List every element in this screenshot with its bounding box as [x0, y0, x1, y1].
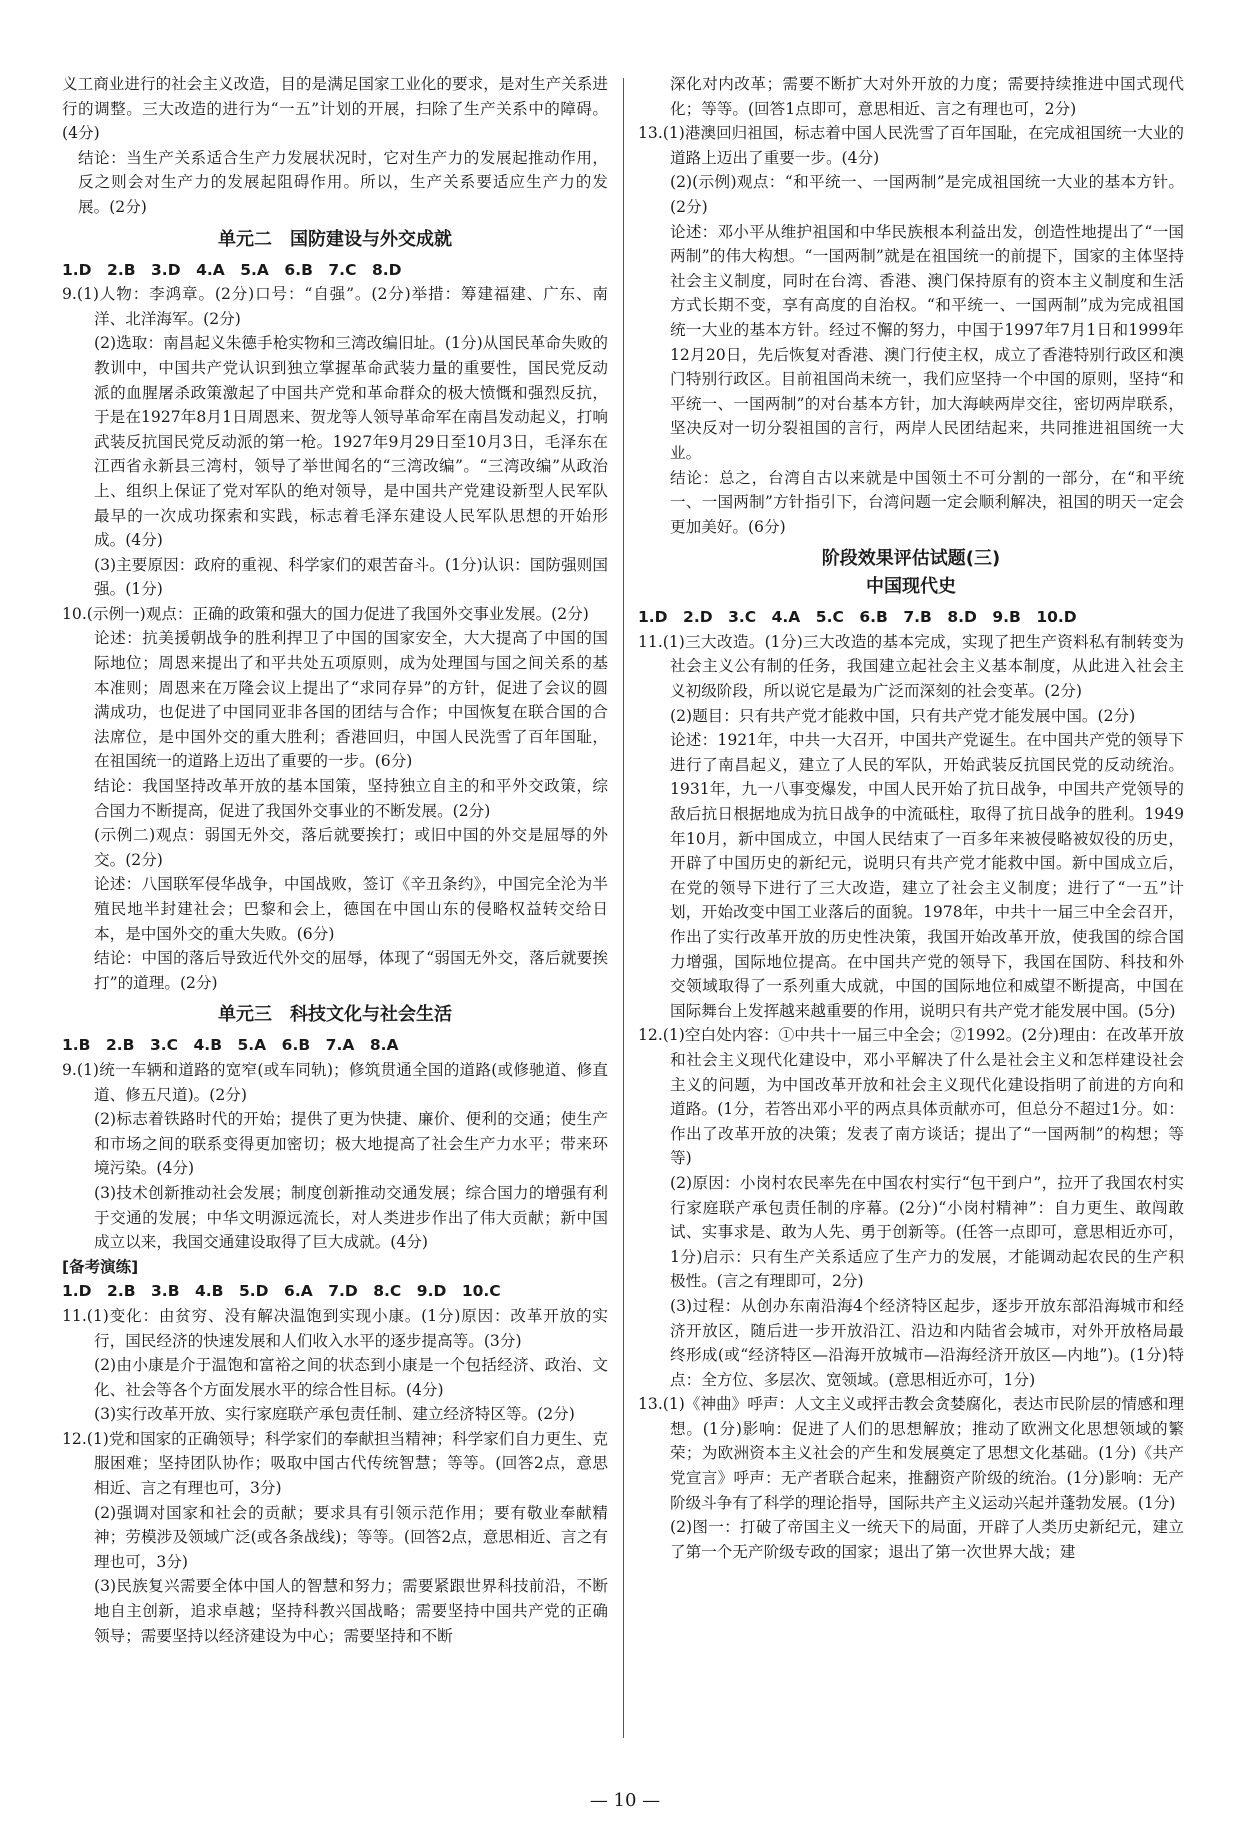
- unit2-q10-conclusion1: 结论：我国坚持改革开放的基本国策，坚持独立自主的和平外交政策，综合国力不断提高，促进了我国外交事业的不断发展。(2分): [94, 777, 608, 820]
- stage-q11-argument: 论述：1921年，中共一大召开，中国共产党诞生。在中国共产党的领导下进行了南昌起义，建立了人民的军队，开始武装反抗国民党的反动统治。1931年，九一八事变爆发，中国人民开始了抗日战争，中国共产党领导的敌后抗日根据地成为抗日战争的中流砥柱，取得了抗日战争的胜利。1949年10月，新中国成立，中国人民结束了一百多年来被侵略被奴役的历史，开辟了中国历史的新纪元，说明只有共产党才能救中国。新中国成立后，在党的领导下进行了三大改造，建立了社会主义制度；进行了“一五”计划，开始改变中国工业落后的面貌。1978年，中共十一届三中全会召开，作出了实行改革开放的历史性决策，我国开始改革开放，使我国的综合国力增强，国际地位提高。在中国共产党的领导下，我国在国防、科技和外交领域取得了一系列重大成就，中国的国际地位和威望不断提高，中国在国际舞台上发挥越来越重要的作用，说明只有共产党才能发展中国。(5分): [670, 731, 1184, 1020]
- stage-q12-part3: (3)过程：从创办东南沿海4个经济特区起步，逐步开放东部沿海城市和经济开放区，随后进一步开放沿江、沿边和内陆省会城市，对外开放格局最终形成(或“经济特区—沿海开放城市—沿海经济开放区—内地”)。(1分)特点：全方位、多层次、宽领域。(意思相近亦可，1分): [670, 1296, 1184, 1389]
- unit3-title: 单元三 科技文化与社会生活: [218, 1004, 452, 1026]
- beikao-q12-part1: 12.(1)党和国家的正确领导；科学家们的奉献担当精神；科学家们自力更生、克服困难；坚持团队协作；吸取中国古代传统智慧；等等。(回答2点，意思相近、言之有理也可，3分): [62, 1429, 608, 1498]
- unit2-title: 单元二 国防建设与外交成就: [218, 228, 452, 250]
- column-divider: [623, 78, 624, 1738]
- stage-q12-part1: 12.(1)空白处内容：①中共十一届三中全会；②1992。(2分)理由：在改革开放和社会主义现代化建设中，邓小平解决了什么是社会主义和怎样建设社会主义的问题，为中国改革开放和社会主义现代化建设指明了前进的方向和道路。(1分，若答出邓小平的两点具体贡献亦可，但总分不超过1分。如：作出了改革开放的决策；发表了南方谈话；提出了“一国两制”的构想；等等): [638, 1026, 1184, 1168]
- right-column: [638, 72, 1184, 1564]
- intro-paragraph-1: 义工商业进行的社会主义改造，目的是满足国家工业化的要求，是对生产关系进行的调整。三大改造的进行为“一五”计划的开展，扫除了生产关系中的障碍。(4分): [62, 75, 608, 143]
- page-number: — 10 —: [589, 1790, 661, 1811]
- beikao-q11-part3: (3)实行改革开放、实行家庭联产承包责任制、建立经济特区等。(2分): [94, 1405, 575, 1424]
- stage-q13-part2: (2)图一：打破了帝国主义一统天下的局面，开辟了人类历史新纪元，建立了第一个无产阶级专政的国家；退出了第一次世界大战；建: [670, 1518, 1184, 1561]
- unit2-q9-part2: (2)选取：南昌起义朱德手枪实物和三湾改编旧址。(1分)从国民革命失败的教训中，中国共产党认识到独立掌握革命武装力量的重要性，国民党反动派的血腥屠杀政策激起了中国共产党和革命群众的极大愤慨和强烈反抗，于是在1927年8月1日周恩来、贺龙等人领导革命军在南昌发动起义，打响武装反抗国民党反动派的第一枪。1927年9月29日至10月3日，毛泽东在江西省永新县三湾村，领导了举世闻名的“三湾改编”。“三湾改编”从政治上、组织上保证了党对军队的绝对领导，是中国共产党建设新型人民军队最早的一次成功探索和实践，标志着毛泽东建设人民军队思想的开始形成。(4分): [94, 334, 608, 550]
- beikao-q12-part3: (3)民族复兴需要全体中国人的智慧和努力；需要紧跟世界科技前沿，不断地自主创新，追求卓越；坚持科教兴国战略；需要坚持中国共产党的正确领导；需要坚持以经济建设为中心；需要坚持和不断: [94, 1577, 608, 1645]
- beikao-q12-part2: (2)强调对国家和社会的贡献；要求具有引领示范作用；要有敬业奉献精神；劳模涉及领域广泛(或各条战线)；等等。(回答2点，意思相近、言之有理也可，3分): [94, 1503, 608, 1571]
- unit3-q9-part1: 9.(1)统一车辆和道路的宽窄(或车同轨)；修筑贯通全国的道路(或修驰道、修直道、修五尺道)。(2分): [62, 1060, 608, 1104]
- unit2-choice-answers: 1.D 2.B 3.D 4.A 5.A 6.B 7.C 8.D: [62, 260, 402, 279]
- left-column: [62, 72, 608, 1648]
- stage-q13-part1: 13.(1)《神曲》呼声：人文主义或抨击教会贪婪腐化，表达市民阶层的情感和理想。(1分)影响：促进了人们的思想解放；推动了欧洲文化思想领域的繁荣；为欧洲资本主义社会的产生和发展奠定了思想文化基础。(1分)《共产党宣言》呼声：无产者联合起来，推翻资产阶级的统治。(1分)影响：无产阶级斗争有了科学的理论指导，国际共产主义运动兴起并蓬勃发展。(1分): [638, 1395, 1184, 1512]
- stage-q12-part2: (2)原因：小岗村农民率先在中国农村实行“包干到户”，拉开了我国农村实行家庭联产承包责任制的序幕。(2分)“小岗村精神”：自力更生、敢闯敢试、实事求是、敢为人先、勇于创新等。(任答一点即可，意思相近亦可，1分)启示：只有生产关系适应了生产力的发展，才能调动起农民的生产积极性。(言之有理即可，2分): [670, 1173, 1184, 1291]
- beikao-q13-conclusion: 结论：总之，台湾自古以来就是中国领土不可分割的一部分，在“和平统一、一国两制”方针指引下，台湾问题一定会顺利解决，祖国的明天一定会更加美好。(6分): [670, 468, 1184, 536]
- beikao-choice-answers: 1.D 2.B 3.B 4.B 5.D 6.A 7.D 8.C 9.D 10.C: [62, 1282, 501, 1301]
- unit2-q9-part1: 9.(1)人物：李鸿章。(2分)口号：“自强”。(2分)举措：筹建福建、广东、南洋、北洋海军。(2分): [62, 285, 608, 328]
- unit3-choice-answers: 1.B 2.B 3.C 4.B 5.A 6.B 7.A 8.A: [62, 1036, 399, 1055]
- unit3-q9-part2: (2)标志着铁路时代的开始；提供了更为快捷、廉价、便利的交通；使生产和市场之间的联系变得更加密切；极大地提高了社会生产力水平；带来环境污染。(4分): [94, 1110, 608, 1178]
- stage-title: 阶段效果评估试题(三): [821, 548, 1001, 570]
- intro-conclusion: 结论：当生产关系适合生产力发展状况时，它对生产力的发展起推动作用，反之则会对生产力的发展起阻碍作用。所以，生产关系要适应生产力的发展。(2分): [78, 148, 608, 216]
- unit2-q10-view2: (示例二)观点：弱国无外交，落后就要挨打；或旧中国的外交是屈辱的外交。(2分): [94, 826, 608, 869]
- unit2-q10-view1: 10.(示例一)观点：正确的政策和强大的国力促进了我国外交事业发展。(2分): [62, 604, 589, 623]
- beikao-q13-view: (2)(示例)观点：“和平统一、一国两制”是完成祖国统一大业的基本方针。(2分): [670, 173, 1184, 216]
- stage-subtitle: 中国现代史: [866, 576, 956, 598]
- unit2-q10-conclusion2: 结论：中国的落后导致近代外交的屈辱，体现了“弱国无外交，落后就要挨打”的道理。(2分): [94, 949, 608, 992]
- stage-q11-part1: 11.(1)三大改造。(1分)三大改造的基本完成，实现了把生产资料私有制转变为社会主义公有制的任务，我国建立起社会主义基本制度，从此进入社会主义初级阶段，所以说它是最为广泛而深刻的社会变革。(2分): [638, 632, 1184, 701]
- beikao-q12-continued: 深化对内改革；需要不断扩大对外开放的力度；需要持续推进中国式现代化；等等。(回答1点即可，意思相近、言之有理也可，2分): [670, 75, 1184, 118]
- beikao-q13-argument: 论述：邓小平从维护祖国和中华民族根本利益出发，创造性地提出了“一国两制”的伟大构想。“一国两制”就是在祖国统一的前提下，国家的主体坚持社会主义制度，同时在台湾、香港、澳门保持原有的资本主义制度和生活方式长期不变，享有高度的自治权。“和平统一、一国两制”成为完成祖国统一大业的基本方针。经过不懈的努力，中国于1997年7月1日和1999年12月20日，先后恢复对香港、澳门行使主权，成立了香港特别行政区和澳门特别行政区。目前祖国尚未统一，我们应坚持一个中国的原则，坚持“和平统一、一国两制”的对台基本方针，加大海峡两岸交往，密切两岸联系，坚决反对一切分裂祖国的言行，两岸人民团结起来，共同推进祖国统一大业。: [670, 222, 1184, 462]
- unit2-q10-argument2: 论述：八国联军侵华战争，中国战败，签订《辛丑条约》，中国完全沦为半殖民地半封建社会；巴黎和会上，德国在中国山东的侵略权益转交给日本，是中国外交的重大失败。(6分): [94, 875, 608, 943]
- stage-choice-answers: 1.D 2.D 3.C 4.A 5.C 6.B 7.B 8.D 9.B 10.D: [638, 608, 1077, 627]
- beikao-q11-part1: 11.(1)变化：由贫穷、没有解决温饱到实现小康。(1分)原因：改革开放的实行，国民经济的快速发展和人们收入水平的逐步提高等。(3分): [62, 1306, 608, 1350]
- beikao-q11-part2: (2)由小康是介于温饱和富裕之间的状态到小康是一个包括经济、政治、文化、社会等各个方面发展水平的综合性目标。(4分): [94, 1356, 608, 1399]
- beikao-tag: [备考演练]: [62, 1257, 139, 1276]
- unit2-q9-part3: (3)主要原因：政府的重视、科学家们的艰苦奋斗。(1分)认识：国防强则国强。(1分): [94, 555, 608, 599]
- answer-page: [62, 72, 1188, 1772]
- unit2-q10-argument1: 论述：抗美援朝战争的胜利捍卫了中国的国家安全，大大提高了中国的国际地位；周恩来提出了和平共处五项原则，成为处理国与国之间关系的基本准则；周恩来在万隆会议上提出了“求同存异”的方针，促进了会议的圆满成功，也促进了中国同亚非各国的团结与合作；中国恢复在联合国的合法席位，是中国外交的重大胜利；香港回归，中国人民洗雪了百年国耻，在祖国统一的道路上迈出了重要的一步。(6分): [94, 629, 608, 771]
- unit3-q9-part3: (3)技术创新推动社会发展；制度创新推动交通发展；综合国力的增强有利于交通的发展；中华文明源远流长，对人类进步作出了伟大贡献；新中国成立以来，我国交通建设取得了巨大成就。(4分): [94, 1183, 608, 1252]
- beikao-q13-part1: 13.(1)港澳回归祖国，标志着中国人民洗雪了百年国耻，在完成祖国统一大业的道路上迈出了重要一步。(4分): [638, 124, 1184, 167]
- stage-q11-part2: (2)题目：只有共产党才能救中国，只有共产党才能发展中国。(2分): [670, 706, 1136, 725]
